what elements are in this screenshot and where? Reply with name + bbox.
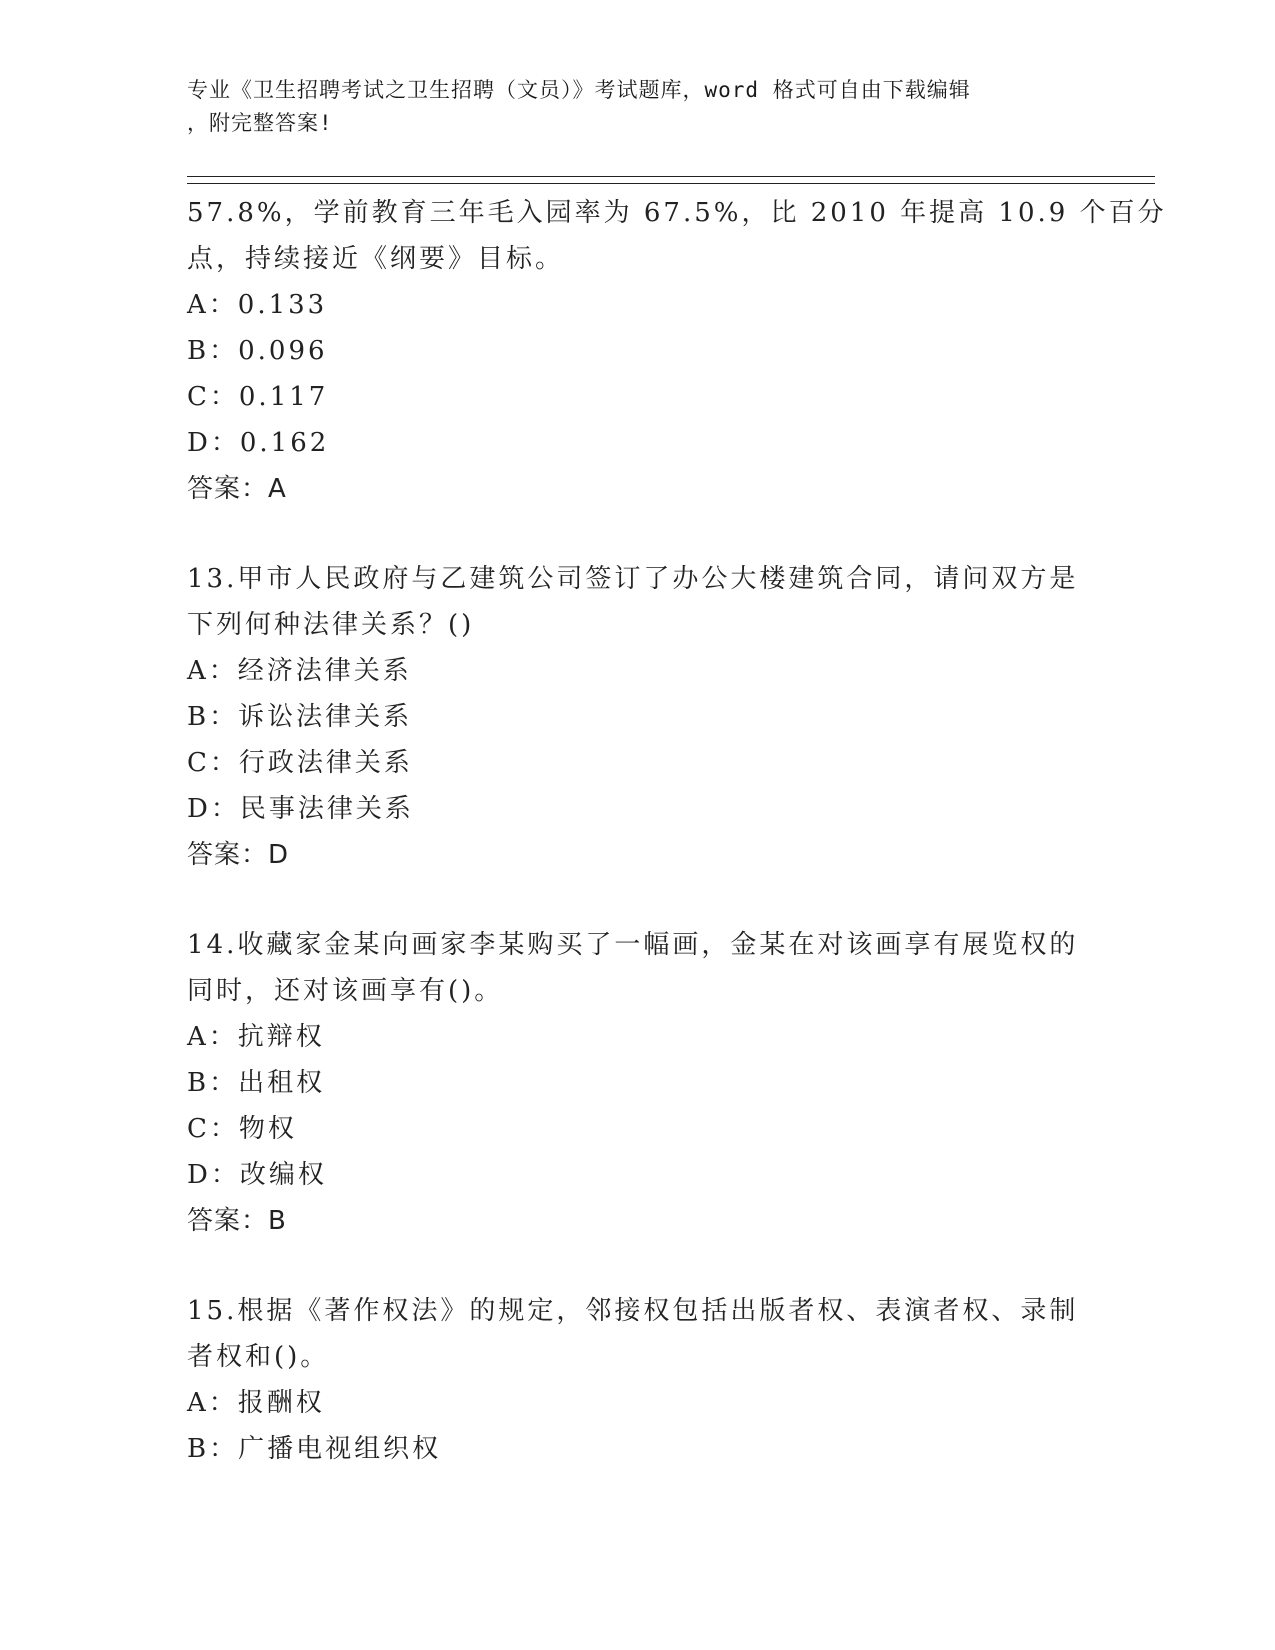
option-b: B：诉讼法律关系 bbox=[187, 702, 413, 732]
question-text-line: 57.8%，学前教育三年毛入园率为 67.5%，比 2010 年提高 10.9 个百分 bbox=[187, 198, 1167, 228]
question-12-continuation bbox=[187, 190, 1167, 512]
option-a: A：0.133 bbox=[187, 290, 328, 320]
question-text-line: 同时，还对该画享有()。 bbox=[187, 976, 504, 1006]
spacer bbox=[187, 1244, 1087, 1288]
question-14 bbox=[187, 922, 1087, 1244]
option-d: D：0.162 bbox=[187, 428, 330, 458]
option-b: B：广播电视组织权 bbox=[187, 1434, 442, 1464]
header-rule-top bbox=[187, 176, 1155, 177]
header-line-1: 专业《卫生招聘考试之卫生招聘（文员）》考试题库，word 格式可自由下载编辑 bbox=[187, 78, 971, 102]
answer-line: 答案：D bbox=[187, 840, 290, 870]
header-line-2: ，附完整答案! bbox=[187, 111, 333, 135]
option-c: C：行政法律关系 bbox=[187, 748, 413, 778]
option-c: C：物权 bbox=[187, 1114, 297, 1144]
question-text-line: 下列何种法律关系？() bbox=[187, 610, 475, 640]
spacer bbox=[187, 512, 1087, 556]
option-a: A：抗辩权 bbox=[187, 1022, 325, 1052]
document-header bbox=[187, 74, 1067, 140]
option-b: B：出租权 bbox=[187, 1068, 326, 1098]
question-13 bbox=[187, 556, 1087, 878]
answer-line: 答案：B bbox=[187, 1206, 287, 1236]
header-rule-bottom bbox=[187, 183, 1155, 184]
answer-line: 答案：A bbox=[187, 474, 287, 504]
question-15 bbox=[187, 1288, 1087, 1472]
question-text-line: 点，持续接近《纲要》目标。 bbox=[187, 244, 565, 274]
option-c: C：0.117 bbox=[187, 382, 329, 412]
option-a: A：经济法律关系 bbox=[187, 656, 412, 686]
question-text-line: 14.收藏家金某向画家李某购买了一幅画，金某在对该画享有展览权的 bbox=[187, 930, 1079, 960]
option-a: A：报酬权 bbox=[187, 1388, 325, 1418]
spacer bbox=[187, 878, 1087, 922]
question-text-line: 15.根据《著作权法》的规定，邻接权包括出版者权、表演者权、录制 bbox=[187, 1296, 1079, 1326]
option-d: D：改编权 bbox=[187, 1160, 327, 1190]
question-list bbox=[187, 190, 1167, 1472]
question-text-line: 13.甲市人民政府与乙建筑公司签订了办公大楼建筑合同，请问双方是 bbox=[187, 564, 1079, 594]
option-d: D：民事法律关系 bbox=[187, 794, 414, 824]
option-b: B：0.096 bbox=[187, 336, 328, 366]
question-text-line: 者权和()。 bbox=[187, 1342, 330, 1372]
